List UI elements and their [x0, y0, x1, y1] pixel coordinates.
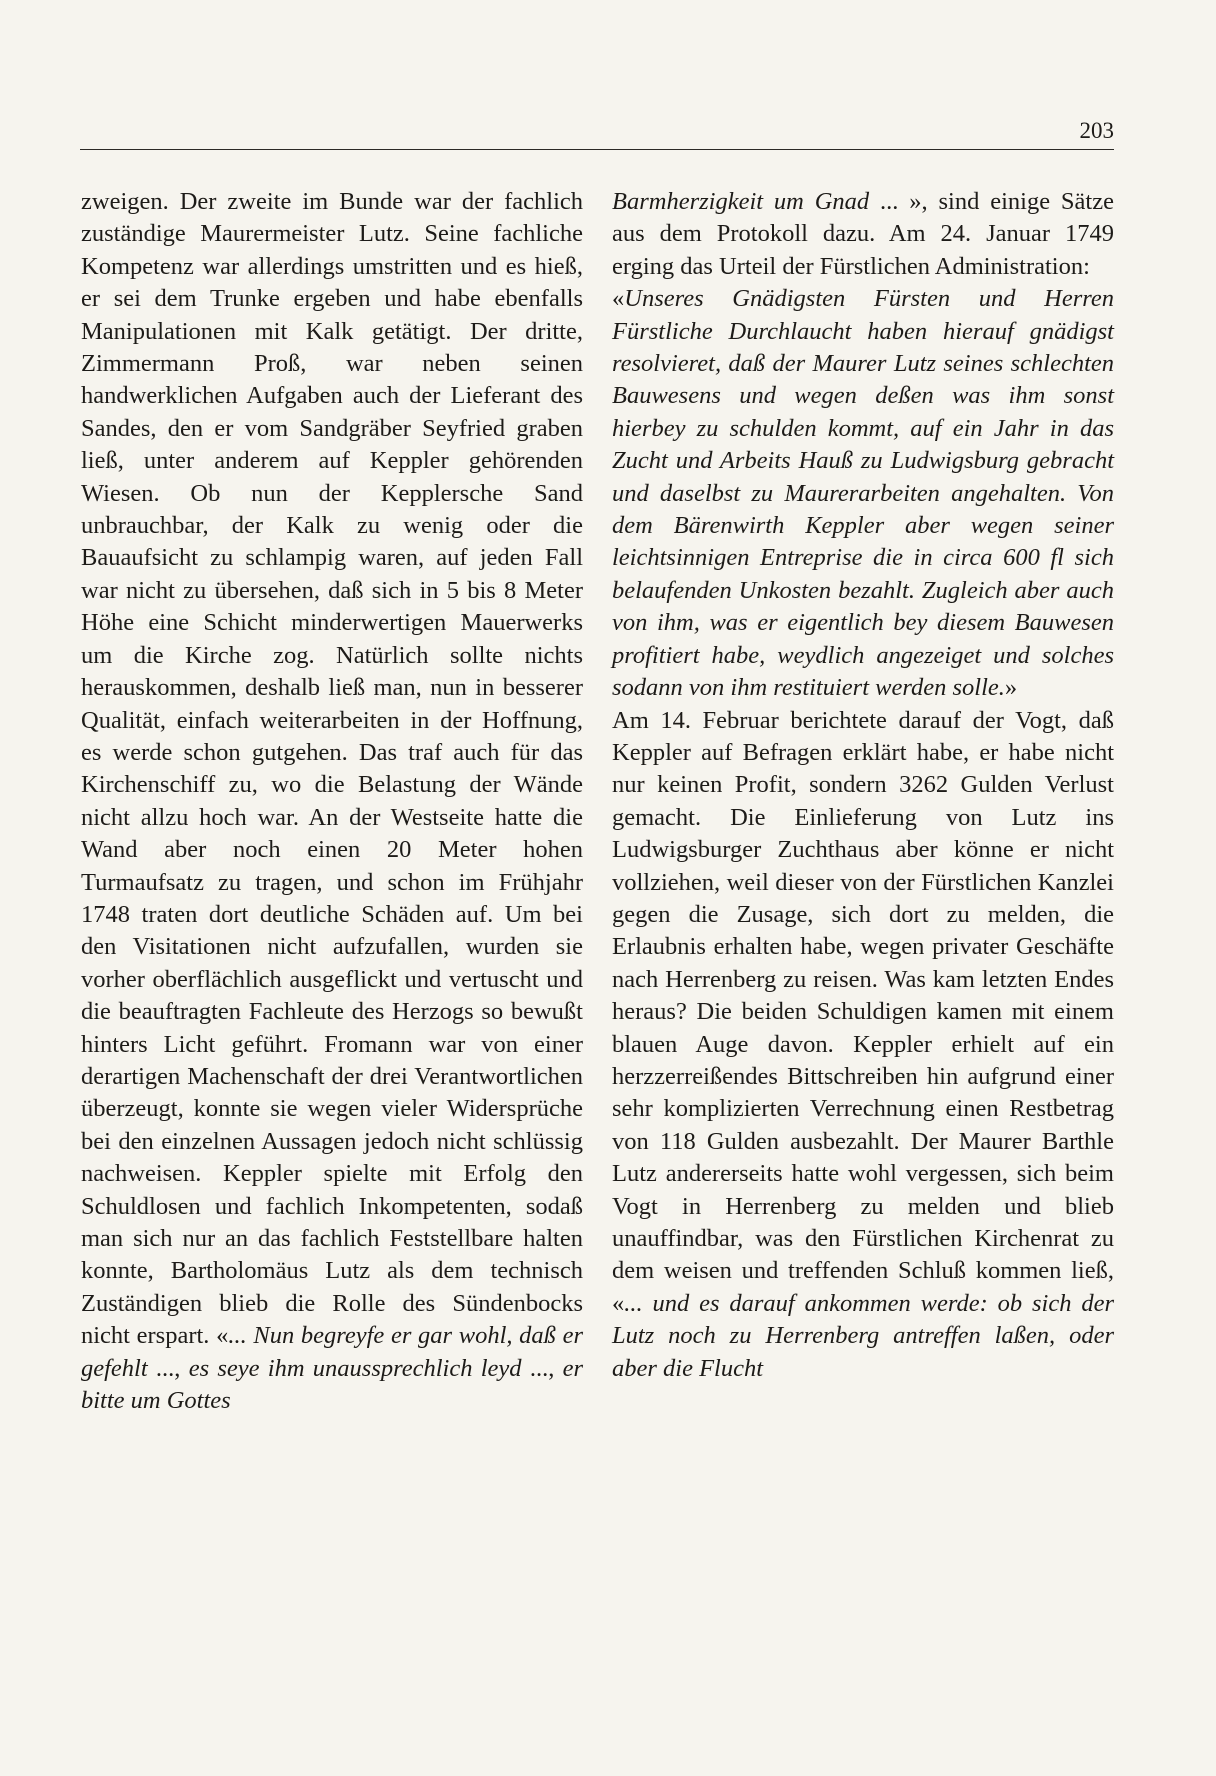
quote-italic: ... und es darauf ankommen werde: ob sich der Lutz noch zu Herrenberg antreffen laßen, oder aber die Flucht [612, 1289, 1114, 1382]
quote-separator: ..., [521, 1354, 563, 1382]
quote-italic: es seye ihm unaussprechlich leyd [188, 1354, 522, 1382]
paragraph-text: ... », sind einige Sätze aus dem Protokoll dazu. Am 24. Januar 1749 erging das Urteil der Fürstlichen Administration: [612, 188, 1114, 280]
header-rule [80, 149, 1114, 150]
right-column [612, 186, 1114, 1586]
left-column [81, 186, 583, 1586]
quote-italic: ... Nun begreyfe er gar wohl, daß er gefehlt [81, 1322, 583, 1382]
right-column-paragraph-2 [612, 705, 1114, 1386]
paragraph-text: zweigen. Der zweite im Bunde war der fachlich zuständige Maurermeister Lutz. Seine fachliche Kompetenz war allerdings umstritten und es hieß, er sei dem Trunke ergeben und habe ebenfalls Manipulationen mit Kalk getätigt. Der dritte, Zimmermann Proß, war neben seinen handwerklichen Aufgaben auch der Lieferant des Sandes, den er vom Sandgräber Seyfried graben ließ, unter anderem auf Keppler gehörenden Wiesen. Ob nun der Kepplersche Sand unbrauchbar, der Kalk zu wenig oder die Bauaufsicht zu schlampig waren, auf jeden Fall war nicht zu übersehen, daß sich in 5 bis 8 Meter Höhe eine Schicht minderwertigen Mauerwerks um die Kirche zog. Natürlich sollte nichts herauskommen, deshalb ließ man, nun in besserer Qualität, einfach weiterarbeiten in der Hoffnung, es werde schon gutgehen. Das traf auch für das Kirchenschiff zu, wo die Belastung der Wände nicht allzu hoch war. An der Westseite hatte die Wand aber noch einen 20 Meter hohen Turmaufsatz zu tragen, und schon im Frühjahr 1748 traten dort deutliche Schäden auf. Um bei den Visitationen nicht aufzufallen, wurden sie vorher oberflächlich ausgeflickt und vertuscht und die beauftragten Fachleute des Herzogs so bewußt hinters Licht geführt. Fromann war von einer derartigen Machenschaft der drei Verantwortlichen überzeugt, konnte sie wegen vieler Widersprüche bei den einzelnen Aussagen jedoch nicht schlüssig nachweisen. Keppler spielte mit Erfolg den Schuldlosen und fachlich Inkompetenten, sodaß man sich nur an das fachlich Feststellbare halten konnte, Bartholomäus Lutz als dem technisch Zuständigen blieb die Rolle des Sündenbocks nicht erspart. « [81, 188, 583, 1350]
quote-italic: Barmherzigkeit um Gnad [612, 188, 870, 215]
quote-italic: Unseres Gnädigsten Fürsten und Herren Fürstliche Durchlaucht haben hierauf gnädigst resolvieret, daß der Maurer Lutz seines schlechten Bauwesens und wegen deßen was ihm sonst hierbey zu schulden kommt, auf ein Jahr in das Zucht und Arbeits Hauß zu Ludwigsburg gebracht und daselbst zu Maurerarbeiten angehalten. Von dem Bärenwirth Keppler aber wegen seiner leichtsinnigen Entreprise die in circa 600 fl sich belaufenden Unkosten bezahlt. Zugleich aber auch von ihm, was er eigentlich bey diesem Bauwesen profitiert habe, weydlich angezeiget und solches sodann von ihm restituiert werden solle. [612, 285, 1114, 702]
quote-mark: « [612, 285, 625, 313]
quote-mark: » [1004, 674, 1018, 702]
right-column-quote-block [612, 283, 1114, 704]
quote-italic: er bitte um Gottes [81, 1354, 584, 1415]
right-column-paragraph-1 [612, 186, 1114, 283]
quote-separator: ..., [147, 1354, 189, 1382]
page-number: 203 [1079, 118, 1114, 143]
left-column-paragraph [81, 186, 583, 1417]
paragraph-text: Am 14. Februar berichtete darauf der Vogt, daß Keppler auf Befragen erklärt habe, er habe nicht nur keinen Profit, sondern 3262 Gulden Verlust gemacht. Die Einlieferung von Lutz ins Ludwigsburger Zuchthaus aber könne er nicht vollziehen, weil dieser von der Fürstlichen Kanzlei gegen die Zusage, sich dort zu melden, die Erlaubnis erhalten habe, wegen privater Geschäfte nach Herrenberg zu reisen. Was kam letzten Endes heraus? Die beiden Schuldigen kamen mit einem blauen Auge davon. Keppler erhielt auf ein herzzerreißendes Bittschreiben hin aufgrund einer sehr komplizierten Verrechnung einen Restbetrag von 118 Gulden ausbezahlt. Der Maurer Barthle Lutz andererseits hatte wohl vergessen, sich beim Vogt in Herrenberg zu melden und blieb unauffindbar, was den Fürstlichen Kirchenrat zu dem weisen und treffenden Schluß kommen ließ, « [612, 706, 1114, 1317]
